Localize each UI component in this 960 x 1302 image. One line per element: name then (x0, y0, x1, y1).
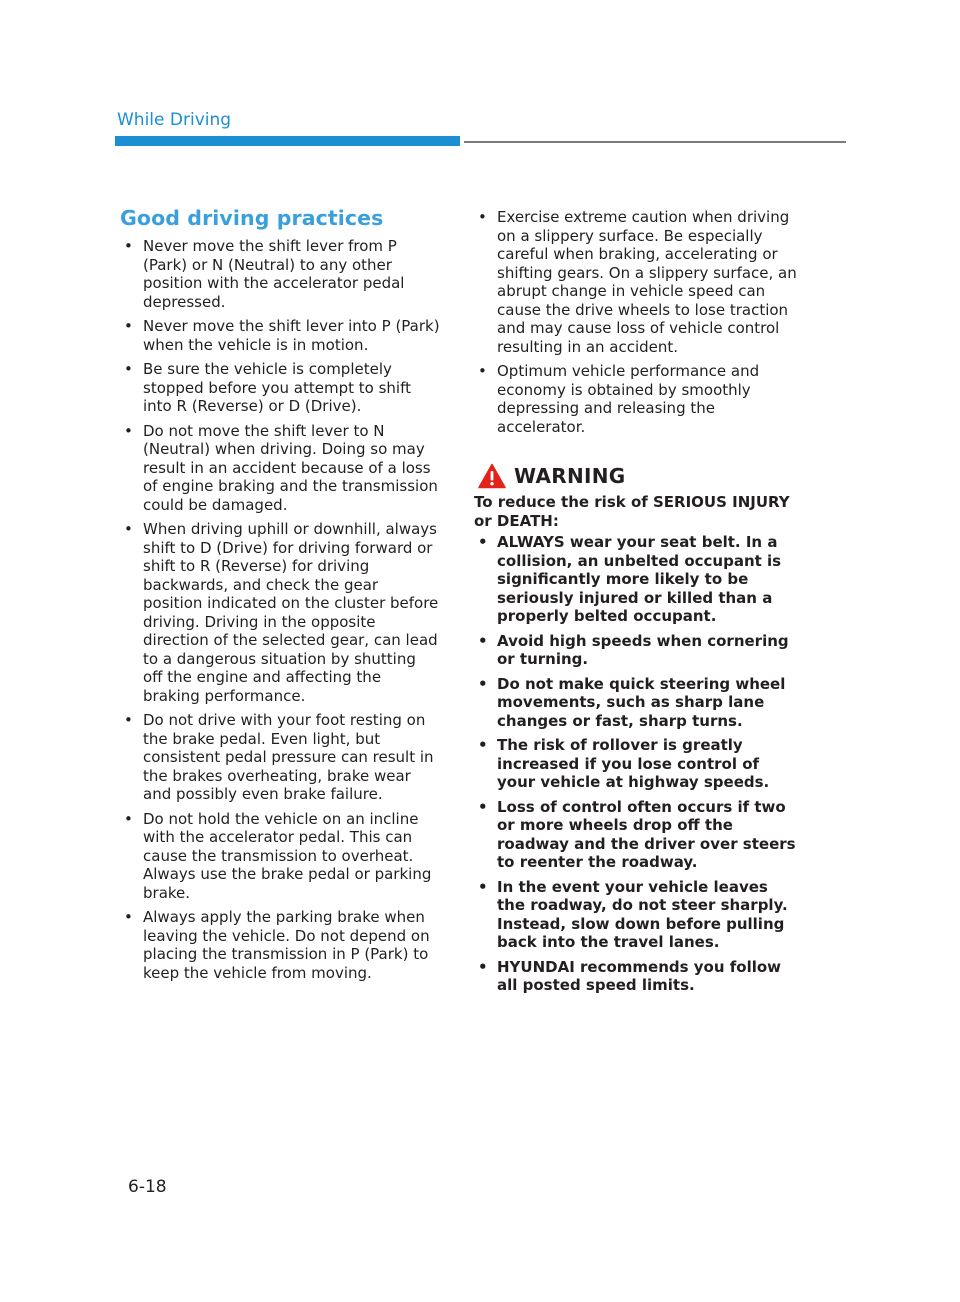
section-title: Good driving practices (120, 206, 384, 230)
header-accent-bar (115, 136, 460, 146)
warning-block (474, 463, 799, 995)
section-header-title: While Driving (117, 110, 232, 130)
page-number: 6-18 (128, 1177, 167, 1197)
driving-practices-list (120, 237, 440, 982)
driving-practices-list-continued (474, 208, 799, 436)
list-item: • Be sure the vehicle is completely stopped before you attempt to shift into R (Reverse) or D (Drive). (120, 360, 440, 416)
list-item: • Do not make quick steering wheel movements, such as sharp lane changes or fast, sharp turns. (474, 675, 799, 731)
list-item: • The risk of rollover is greatly increased if you lose control of your vehicle at highway speeds. (474, 736, 799, 792)
list-item: • Always apply the parking brake when leaving the vehicle. Do not depend on placing the transmission in P (Park) to keep the vehicle from moving. (120, 908, 440, 982)
list-item: • Optimum vehicle performance and economy is obtained by smoothly depressing and releasing the accelerator. (474, 362, 799, 436)
list-item: • When driving uphill or downhill, always shift to D (Drive) for driving forward or shift to R (Reverse) for driving backwards, and check the gear position indicated on the cluster before driving. Driving in the opposite direction of the selected gear, can lead to a dangerous situation by shutting off the engine and affecting the braking performance. (120, 520, 440, 705)
list-item: • Do not drive with your foot resting on the brake pedal. Even light, but consistent pedal pressure can result in the brakes overheating, brake wear and possibly even brake failure. (120, 711, 440, 804)
warning-triangle-icon (478, 463, 506, 489)
list-item: • Never move the shift lever into P (Park) when the vehicle is in motion. (120, 317, 440, 354)
list-item: • ALWAYS wear your seat belt. In a collision, an unbelted occupant is significantly more likely to be seriously injured or killed than a properly belted occupant. (474, 533, 799, 626)
list-item: • Never move the shift lever from P (Park) or N (Neutral) to any other position with the accelerator pedal depressed. (120, 237, 440, 311)
list-item: • Do not move the shift lever to N (Neutral) when driving. Doing so may result in an accident because of a loss of engine braking and the transmission could be damaged. (120, 422, 440, 515)
list-item: • Do not hold the vehicle on an incline with the accelerator pedal. This can cause the transmission to overheat. Always use the brake pedal or parking brake. (120, 810, 440, 903)
warning-label: WARNING (514, 464, 626, 488)
list-item: • Avoid high speeds when cornering or turning. (474, 632, 799, 669)
list-item: • In the event your vehicle leaves the roadway, do not steer sharply. Instead, slow down before pulling back into the travel lanes. (474, 878, 799, 952)
warning-list (474, 533, 799, 995)
list-item: • Loss of control often occurs if two or more wheels drop off the roadway and the driver over steers to reenter the roadway. (474, 798, 799, 872)
list-item: • Exercise extreme caution when driving on a slippery surface. Be especially careful when braking, accelerating or shifting gears. On a slippery surface, an abrupt change in vehicle speed can cause the drive wheels to lose traction and may cause loss of vehicle control resulting in an accident. (474, 208, 799, 356)
list-item: • HYUNDAI recommends you follow all posted speed limits. (474, 958, 799, 995)
warning-header (474, 463, 799, 489)
header-rule (464, 141, 846, 143)
warning-intro: To reduce the risk of SERIOUS INJURY or DEATH: (474, 493, 790, 530)
right-column (474, 208, 799, 1001)
left-column (120, 206, 440, 988)
